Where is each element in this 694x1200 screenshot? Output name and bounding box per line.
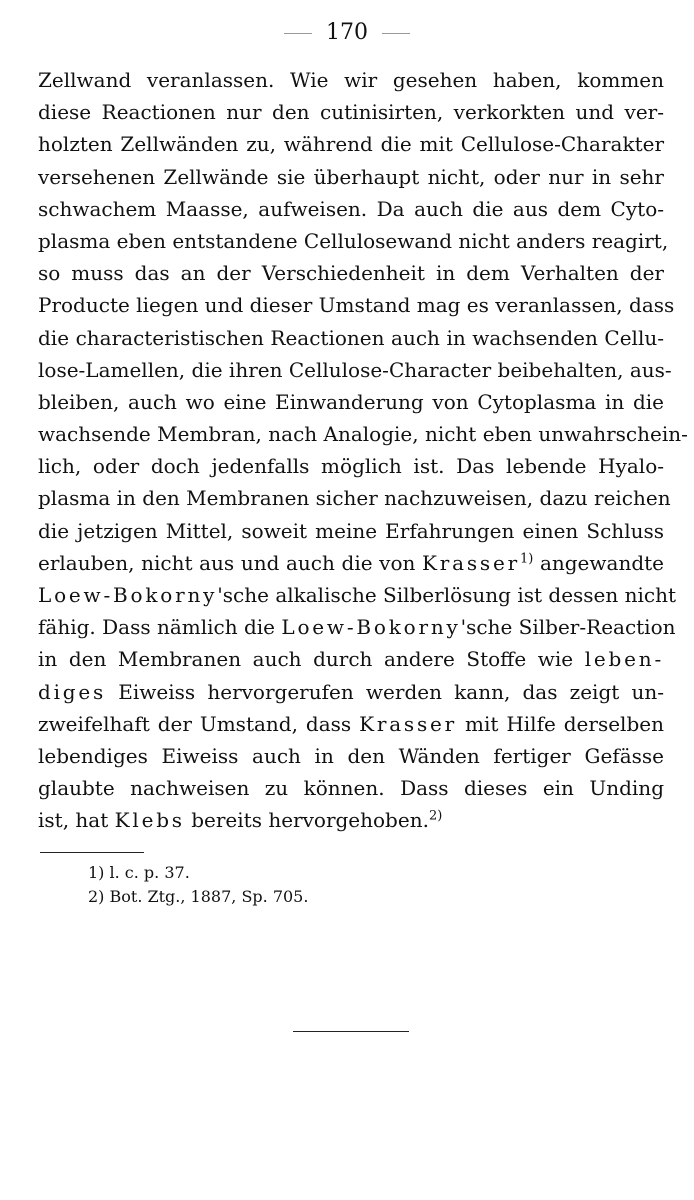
text-line: die characteristischen Reactionen auch in wachsenden Cellu- <box>38 325 664 350</box>
text-line: lebendiges Eiweiss auch in den Wänden fertiger Gefässe <box>38 743 664 768</box>
section-end-rule <box>293 1031 409 1032</box>
footnote-ref: 2) <box>428 808 443 824</box>
text-line: versehenen Zellwände sie überhaupt nicht, oder nur in sehr <box>38 164 664 189</box>
text-segment: bereits hervorgehoben. <box>184 808 429 833</box>
text-line: so muss das an der Verschiedenheit in dem Verhalten der <box>38 261 664 286</box>
text-segment: 'sche Silber-Reaction <box>460 615 676 640</box>
text-line: lose-Lamellen, die ihren Cellulose-Character beibehalten, aus- <box>38 357 672 382</box>
text-line: holzten Zellwänden zu, während die mit Cellulose-Charakter <box>38 132 664 157</box>
text-segment: ist, hat <box>38 808 115 833</box>
text-segment: Eiweiss hervorgerufen werden kann, das zeigt un- <box>106 679 664 704</box>
author-name: Krasser <box>359 711 458 736</box>
text-line <box>38 804 664 836</box>
text-line: lich, oder doch jedenfalls möglich ist. Das lebende Hyalo- <box>38 454 664 479</box>
text-line: plasma eben entstandene Cellulosewand nicht anders reagirt, <box>38 228 669 253</box>
text-segment: fähig. Dass nämlich die <box>38 615 282 640</box>
footnote-divider <box>40 852 144 853</box>
page-number: 170 <box>326 20 368 45</box>
text-segment: 'sche alkalische Silberlösung ist dessen nicht <box>217 583 677 607</box>
text-line: bleiben, auch wo eine Einwanderung von Cytoplasma in die <box>38 389 664 414</box>
text-line: Zellwand veranlassen. Wie wir gesehen haben, kommen <box>38 68 664 92</box>
author-name: Loew-Bokorny <box>38 583 218 607</box>
text-line: Producte liegen und dieser Umstand mag es veranlassen, dass <box>38 293 675 318</box>
text-line <box>38 579 677 611</box>
emphasized-text: diges <box>38 679 107 704</box>
text-segment: in den Membranen auch durch andere Stoffe wie <box>38 647 585 672</box>
text-line: schwachem Maasse, aufweisen. Da auch die aus dem Cyto- <box>38 196 664 221</box>
author-name: Klebs <box>114 808 185 833</box>
header-left-dash <box>284 33 312 34</box>
text-line <box>38 643 664 675</box>
footnotes <box>88 861 308 909</box>
text-segment: zweifelhaft der Umstand, dass <box>38 711 360 736</box>
text-line: wachsende Membran, nach Analogie, nicht eben unwahrschein- <box>38 422 688 447</box>
text-line: glaubte nachweisen zu können. Dass dieses ein Unding <box>38 776 664 801</box>
author-name: Krasser <box>422 550 520 575</box>
text-segment: erlauben, nicht aus und auch die von <box>38 550 423 575</box>
text-segment: angewandte <box>533 550 664 575</box>
text-line <box>38 611 676 643</box>
text-segment: mit Hilfe derselben <box>457 711 664 736</box>
text-line: diese Reactionen nur den cutinisirten, verkorkten und ver- <box>38 100 664 125</box>
text-line: plasma in den Membranen sicher nachzuweisen, dazu reichen <box>38 486 671 511</box>
body-paragraph <box>38 64 688 837</box>
text-line <box>38 676 664 708</box>
text-line: die jetzigen Mittel, soweit meine Erfahrungen einen Schluss <box>38 518 664 543</box>
header-right-dash <box>382 33 410 34</box>
footnote-ref: 1) <box>519 551 534 567</box>
footnote: 2) Bot. Ztg., 1887, Sp. 705. <box>88 887 309 906</box>
emphasized-text: leben- <box>584 647 664 672</box>
text-line <box>38 708 664 740</box>
footnote: 1) l. c. p. 37. <box>88 863 190 882</box>
page-header <box>0 18 694 48</box>
author-name: Loew-Bokorny <box>281 615 461 640</box>
text-line <box>38 547 664 579</box>
